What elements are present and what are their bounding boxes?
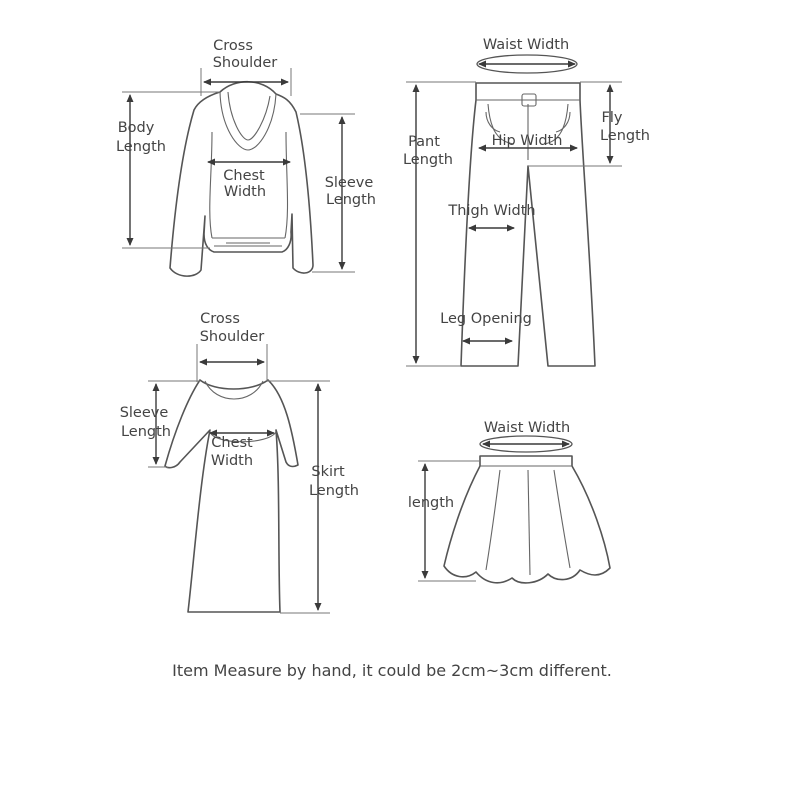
pants-hip-width-label: Hip Width (491, 133, 563, 149)
skirt-outline (444, 456, 610, 583)
sweater-body-length-label-2: Length (115, 139, 167, 155)
skirt-figure (408, 420, 610, 583)
dress-chest-width-label-1: Chest (211, 435, 253, 451)
dress-chest-width-label-2: Width (210, 453, 254, 469)
skirt-length-label: length (407, 495, 455, 511)
pants-fly-length-label-2: Length (599, 128, 651, 144)
pants-pant-length-label-1: Pant (408, 134, 440, 150)
sweater-sleeve-length-label-1: Sleeve (324, 175, 374, 191)
pants-leg-opening-label: Leg Opening (440, 311, 532, 327)
dress-cross-shoulder-label-1: Cross (200, 311, 240, 327)
pants-figure (403, 37, 650, 366)
sweater-cross-shoulder-label-1: Cross (213, 38, 253, 54)
pants-thigh-width-label: Thigh Width (448, 203, 536, 219)
dress-skirt-length-label-2: Length (308, 483, 360, 499)
dress-sleeve-length-label-1: Sleeve (119, 405, 169, 421)
sweater-sleeve-length-label-2: Length (325, 192, 377, 208)
dress-skirt-length-label-1: Skirt (311, 464, 345, 480)
dress-sleeve-length-label-2: Length (120, 424, 172, 440)
skirt-waist-width-label: Waist Width (483, 420, 571, 436)
pants-fly-length-label-1: Fly (601, 110, 623, 126)
sweater-figure (116, 38, 376, 276)
pants-waist-width-label: Waist Width (482, 37, 570, 53)
dress-outline (165, 380, 298, 612)
measurement-note: Item Measure by hand, it could be 2cm~3cm different. (172, 661, 612, 680)
sweater-cross-shoulder-label-2: Shoulder (212, 55, 278, 71)
sweater-chest-width-label-2: Width (223, 184, 267, 200)
pants-pant-length-label-2: Length (402, 152, 454, 168)
dress-figure (120, 311, 359, 613)
sweater-chest-width-label-1: Chest (223, 168, 265, 184)
sweater-body-length-label-1: Body (117, 120, 155, 136)
dress-cross-shoulder-label-2: Shoulder (199, 329, 265, 345)
